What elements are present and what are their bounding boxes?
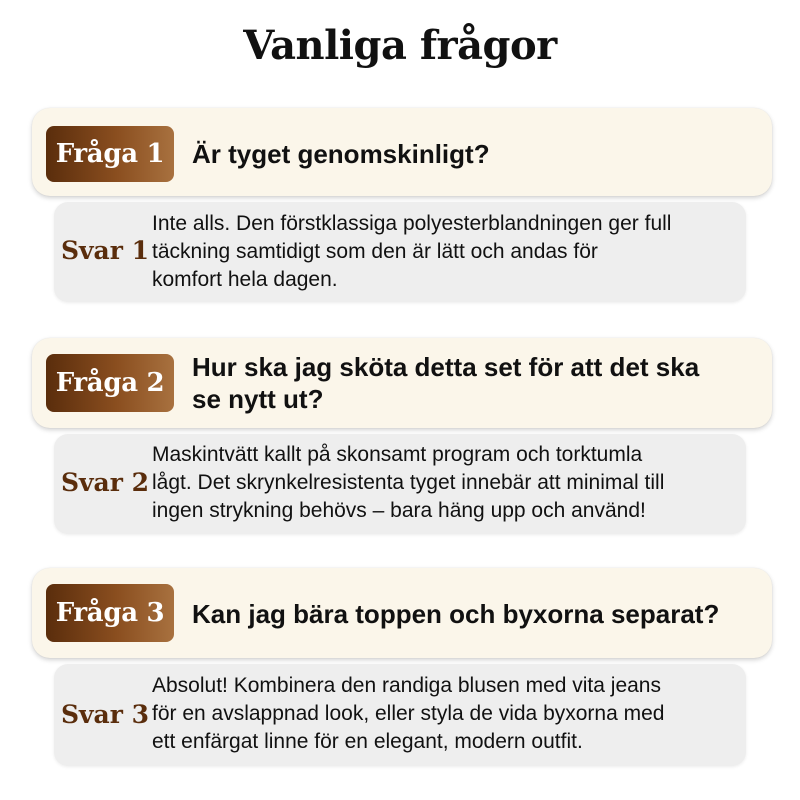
faq-question-card-1	[32, 108, 772, 196]
question-text-3	[192, 598, 756, 630]
faq-answer-card-1	[54, 202, 746, 302]
page-title: Vanliga frågor	[243, 22, 557, 69]
answer-text-2	[152, 441, 738, 525]
answer-line: ingen strykning behövs – bara häng upp och använd!	[152, 499, 646, 522]
faq-answer-card-2	[54, 434, 746, 534]
question-text-1	[192, 138, 756, 170]
answer-label-3: Svar 3	[60, 700, 150, 729]
faq-answer-card-3	[54, 664, 746, 766]
answer-line: täckning samtidigt som den är lätt och andas för	[152, 240, 598, 263]
question-line: Är tyget genomskinligt?	[192, 139, 490, 169]
answer-line: ett enfärgat linne för en elegant, modern outfit.	[152, 730, 583, 753]
answer-line: Inte alls. Den förstklassiga polyesterblandningen ger full	[152, 212, 672, 235]
faq-question-card-3	[32, 568, 772, 658]
question-badge-2: Fråga 2	[46, 354, 174, 412]
question-line: Hur ska jag sköta detta set för att det ska	[192, 352, 700, 382]
answer-label-1: Svar 1	[60, 236, 150, 265]
question-badge-3: Fråga 3	[46, 584, 174, 642]
faq-question-card-2	[32, 338, 772, 428]
answer-line: lågt. Det skrynkelresistenta tyget innebär att minimal till	[152, 471, 665, 494]
answer-line: Absolut! Kombinera den randiga blusen med vita jeans	[152, 674, 661, 697]
answer-line: komfort hela dagen.	[152, 268, 338, 291]
question-line: Kan jag bära toppen och byxorna separat?	[192, 599, 720, 629]
answer-text-1	[152, 210, 738, 294]
question-text-2	[192, 351, 756, 415]
answer-line: Maskintvätt kallt på skonsamt program och torktumla	[152, 443, 643, 466]
question-badge-1: Fråga 1	[46, 126, 174, 182]
answer-label-2: Svar 2	[60, 468, 150, 497]
answer-text-3	[152, 672, 738, 756]
answer-line: för en avslappnad look, eller styla de vida byxorna med	[152, 702, 665, 725]
question-line: se nytt ut?	[192, 384, 324, 414]
